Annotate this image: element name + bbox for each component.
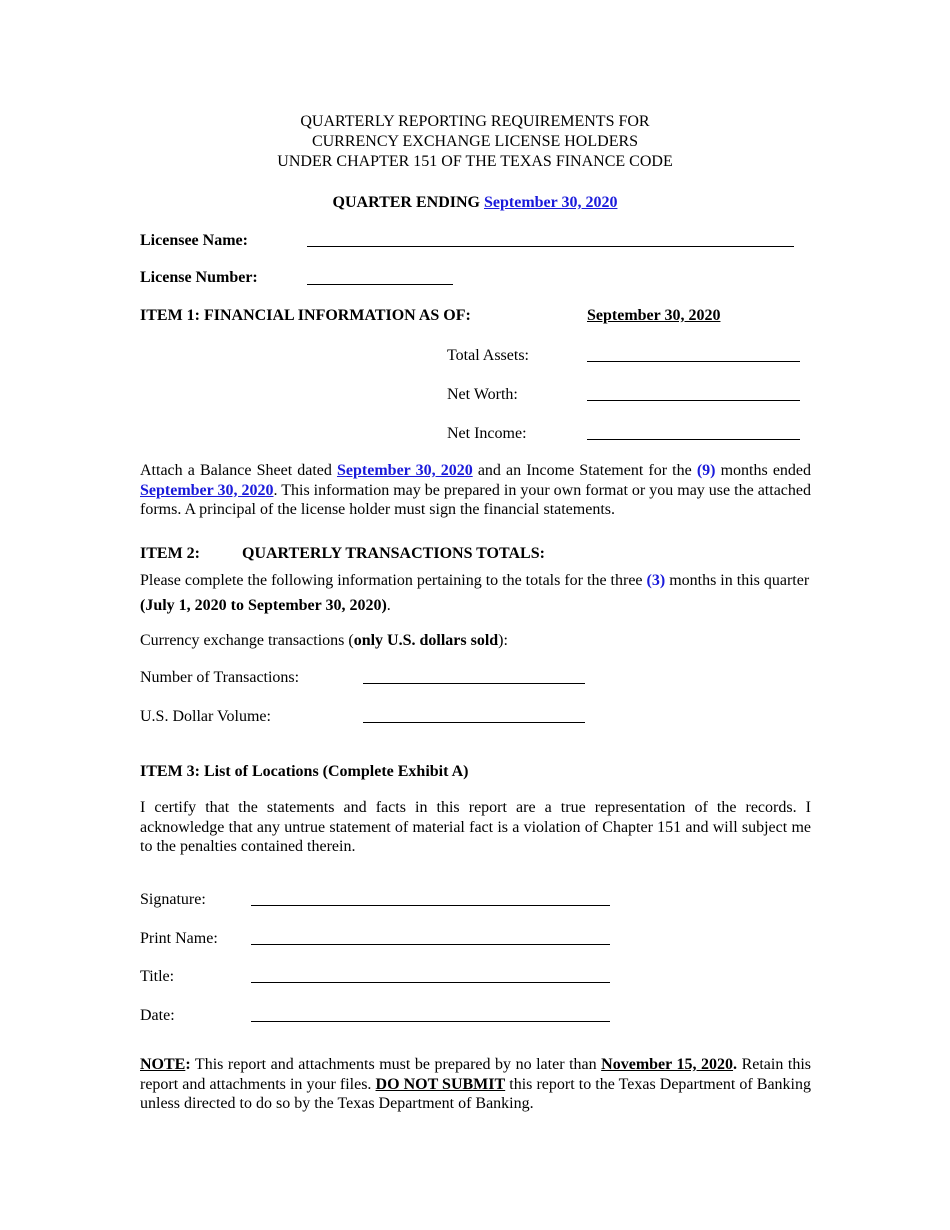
balance-sheet-date-link[interactable]: September 30, 2020	[337, 462, 473, 479]
note-label: NOTE	[140, 1056, 186, 1073]
number-of-transactions-label: Number of Transactions:	[140, 669, 300, 686]
quarter-ending-date-link[interactable]: September 30, 2020	[483, 194, 618, 211]
item2-number: ITEM 2:	[140, 545, 200, 562]
date-label: Date:	[140, 1007, 175, 1024]
balance-sheet-instructions: Attach a Balance Sheet dated September 30, 2020 and an Income Statement for the (9) months ended September 30, 2020. This information may be prepared in your own format or you may use the attached forms. A principal of the license holder must sign the financial statements.	[140, 462, 812, 518]
net-worth-label: Net Worth:	[447, 386, 518, 403]
print-name-field[interactable]	[251, 944, 610, 945]
item2-title: QUARTERLY TRANSACTIONS TOTALS:	[242, 545, 545, 562]
signature-field[interactable]	[251, 905, 610, 906]
header-line-1: QUARTERLY REPORTING REQUIREMENTS FOR	[300, 113, 650, 130]
dollar-volume-field[interactable]	[363, 722, 585, 723]
total-assets-field[interactable]	[587, 361, 800, 362]
net-income-field[interactable]	[587, 439, 800, 440]
nine-months-count: (9)	[696, 462, 716, 479]
date-field[interactable]	[251, 1021, 610, 1022]
submission-note: NOTE: This report and attachments must be prepared by no later than November 15, 2020. Retain this report and attachments in your files. DO NOT SUBMIT this report to the Texas Department of Banking unless directed to do so by the Texas Department of Banking.	[140, 1056, 812, 1112]
licensee-name-field[interactable]	[307, 246, 794, 247]
licensee-name-label: Licensee Name:	[140, 232, 248, 249]
number-of-transactions-field[interactable]	[363, 683, 585, 684]
item1-title: ITEM 1: FINANCIAL INFORMATION AS OF:	[140, 307, 471, 324]
quarter-ending	[0, 193, 950, 213]
license-number-label: License Number:	[140, 269, 258, 286]
print-name-label: Print Name:	[140, 930, 218, 947]
header-line-2: CURRENCY EXCHANGE LICENSE HOLDERS	[311, 133, 639, 150]
license-number-field[interactable]	[307, 284, 453, 285]
currency-transactions-label: Currency exchange transactions (only U.S. dollars sold):	[140, 632, 508, 649]
quarter-ending-label: QUARTER ENDING	[332, 194, 480, 211]
header-line-3: UNDER CHAPTER 151 OF THE TEXAS FINANCE CODE	[277, 153, 673, 170]
item3-title: ITEM 3: List of Locations (Complete Exhibit A)	[140, 763, 469, 780]
total-assets-label: Total Assets:	[447, 347, 529, 364]
do-not-submit: DO NOT SUBMIT	[375, 1075, 506, 1093]
net-worth-field[interactable]	[587, 400, 800, 401]
item1-as-of-date: September 30, 2020	[587, 307, 721, 324]
deadline-date: November 15, 2020	[601, 1056, 734, 1073]
three-months-count: (3)	[646, 572, 666, 589]
net-income-label: Net Income:	[447, 425, 527, 442]
dollar-volume-label: U.S. Dollar Volume:	[140, 708, 271, 725]
months-ended-date-link[interactable]: September 30, 2020	[140, 481, 274, 499]
title-field[interactable]	[251, 982, 610, 983]
certification-statement: I certify that the statements and facts in this report are a true representation of the records. I acknowledge that any untrue statement of material fact is a violation of Chapter 151 and will subject me to the penalties contained therein.	[140, 799, 811, 855]
signature-label: Signature:	[140, 891, 206, 908]
quarter-period: (July 1, 2020 to September 30, 2020)	[140, 597, 387, 614]
item2-instructions: Please complete the following information pertaining to the totals for the three (3) months in this quarter (July 1, 2020 to September 30, 2020).	[140, 572, 810, 614]
title-label: Title:	[140, 968, 175, 985]
